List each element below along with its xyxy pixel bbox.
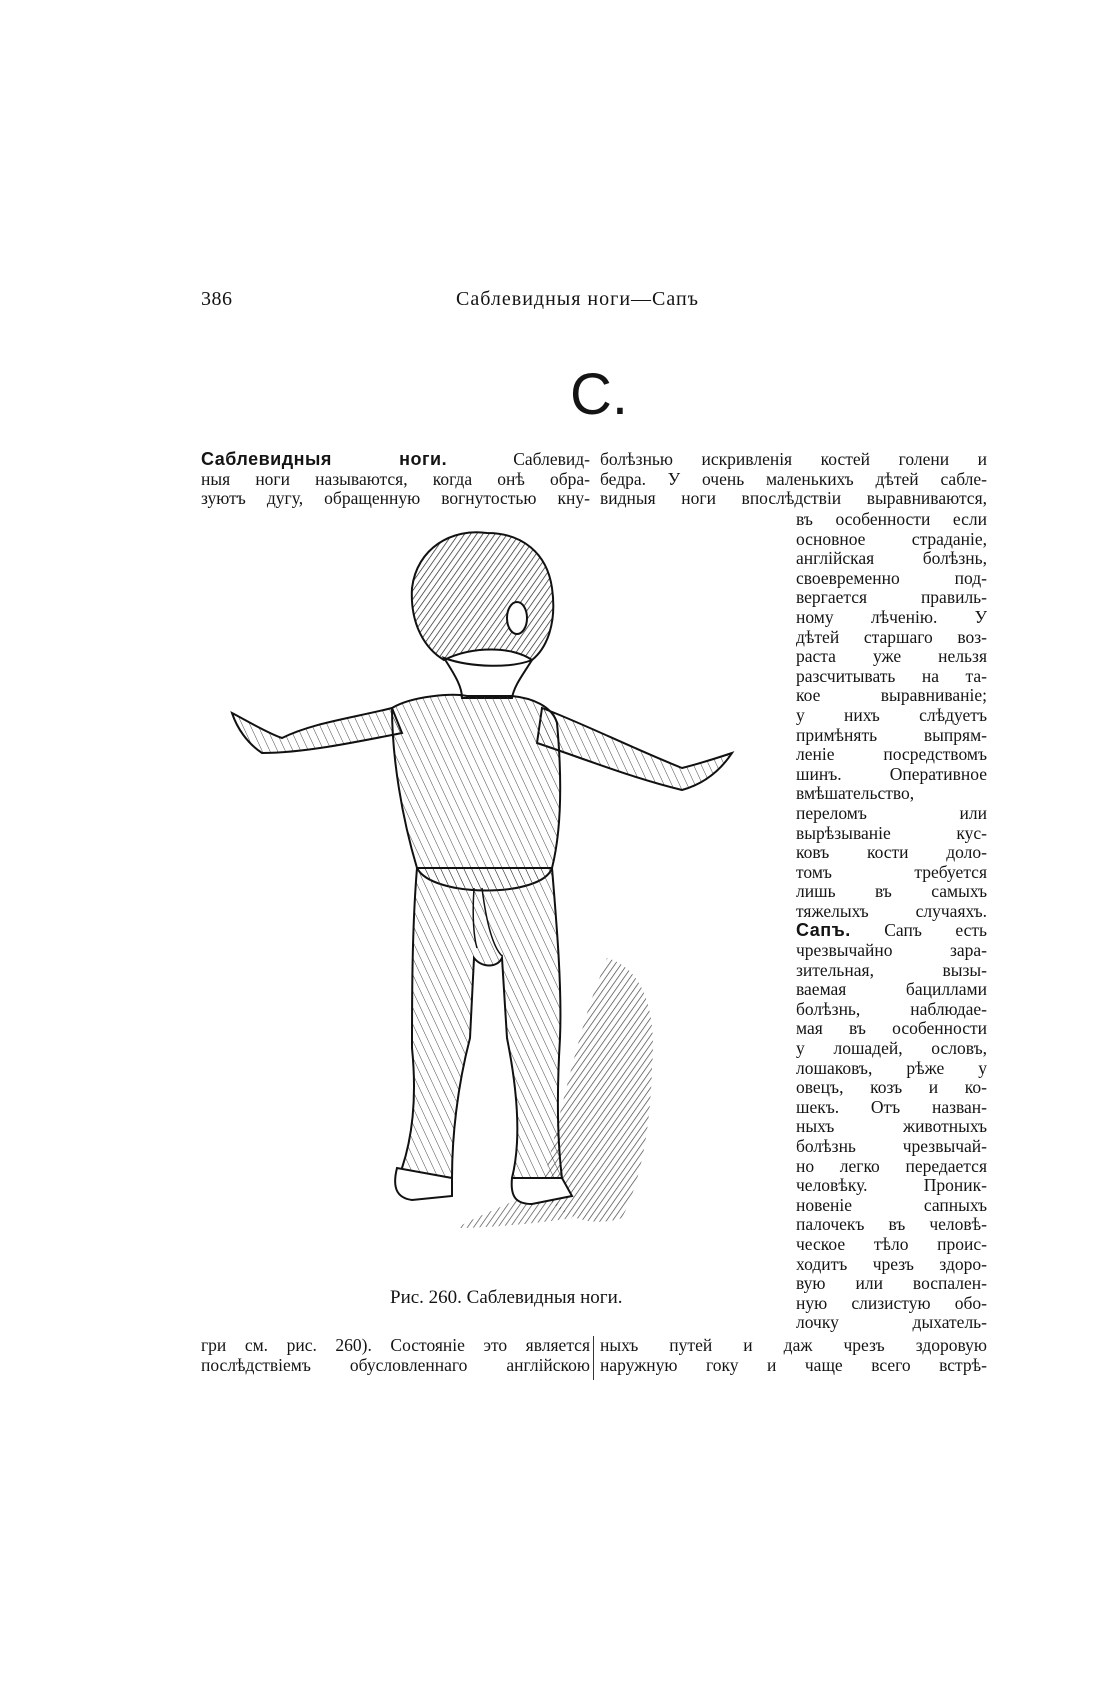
text-line: видныя ноги впослѣдствіи выравниваются,	[600, 489, 987, 509]
text-line: ную слизистую обо-	[796, 1293, 987, 1313]
text-line: вую или воспален-	[796, 1274, 987, 1294]
text-line: въ особенности если	[796, 510, 987, 529]
text-line: англійская болѣзнь,	[796, 549, 987, 569]
text-line: тяжелыхъ случаяхъ.	[796, 901, 987, 921]
text-line: ныя ноги называются, когда онѣ обра-	[201, 469, 590, 489]
right-arm	[537, 708, 732, 790]
text-line: лошаковъ, рѣже у	[796, 1058, 987, 1078]
left-arm	[232, 708, 402, 753]
text-line: Саблевидныя ноги. Саблевид-	[201, 450, 590, 469]
text-line: зительная, вызы-	[796, 960, 987, 980]
text-line: кое выравниваніе;	[796, 686, 987, 706]
text-line: Сапъ. Сапъ есть	[796, 921, 987, 941]
text-line: примѣнять выпрям-	[796, 725, 987, 745]
text-line: ному лѣченію. У	[796, 607, 987, 627]
text-line: новеніе сапныхъ	[796, 1195, 987, 1215]
legs	[402, 868, 562, 1193]
text-line: гри см. рис. 260). Состояніе это является	[201, 1336, 590, 1355]
text-line: переломъ или	[796, 803, 987, 823]
text-line: ваемая бациллами	[796, 980, 987, 1000]
text-line: ныхъ путей и даж чрезъ здоровую	[600, 1336, 987, 1355]
text-line: своевременно под-	[796, 568, 987, 588]
text-line: болѣзнь чрезвычай-	[796, 1137, 987, 1156]
text-line: ходитъ чрезъ здоро-	[796, 1254, 987, 1274]
headword-sablevidnye: Саблевидныя ноги.	[201, 450, 448, 469]
text-line: человѣку. Проник-	[796, 1176, 987, 1196]
text-line: у лошадей, ословъ,	[796, 1039, 987, 1059]
torso	[392, 695, 560, 891]
page-number: 386	[201, 288, 233, 310]
section-letter: С.	[570, 362, 628, 427]
text-line: зуютъ дугу, обращенную вогнутостью кну-	[201, 489, 590, 509]
text-line: основное страданіе,	[796, 529, 987, 549]
text-line: вырѣзываніе кус-	[796, 823, 987, 843]
text-line: болѣзнью искривленія костей голени и	[600, 450, 987, 469]
bottom-left-column	[201, 1336, 590, 1375]
figure-child-illustration	[212, 528, 800, 1278]
text-line: чрезвычайно зара-	[796, 941, 987, 961]
text-line: ческое тѣло проис-	[796, 1234, 987, 1254]
text-line: у нихъ слѣдуетъ	[796, 705, 987, 725]
figure-caption: Рис. 260. Саблевидныя ноги.	[390, 1287, 623, 1308]
text-line: лишь въ самыхъ	[796, 882, 987, 902]
text-line: бедра. У очень маленькихъ дѣтей сабле-	[600, 469, 987, 489]
text-line: шинъ. Оперативное	[796, 764, 987, 784]
text-line: ныхъ животныхъ	[796, 1117, 987, 1137]
text-line: овецъ, козъ и ко-	[796, 1078, 987, 1098]
text-line: томъ требуется	[796, 862, 987, 882]
text-line: мая въ особенности	[796, 1019, 987, 1039]
headword-sap: Сапъ.	[796, 921, 851, 941]
text-line: наружную гоку и чаще всего встрѣ-	[600, 1355, 987, 1375]
bottom-right-column	[600, 1336, 987, 1375]
hair	[412, 532, 553, 660]
running-head: Саблевидныя ноги—Сапъ	[456, 288, 700, 310]
text-line: вмѣшательство,	[796, 784, 915, 804]
column-divider	[593, 1336, 594, 1380]
text-line: раста уже нельзя	[796, 647, 987, 667]
text-line: леніе посредствомъ	[796, 745, 987, 765]
text-line: палочекъ въ человѣ-	[796, 1215, 987, 1235]
text-line: шекъ. Отъ назван-	[796, 1097, 987, 1117]
text-line: вергается правиль-	[796, 588, 987, 608]
narrow-text-column	[796, 510, 987, 1333]
text-line: но легко передается	[796, 1156, 987, 1176]
article-sablevidnye-left	[201, 450, 590, 509]
text-line: болѣзнь, наблюдае-	[796, 999, 987, 1019]
article-sablevidnye-right	[600, 450, 987, 509]
text-line: лочку дыхатель-	[796, 1313, 987, 1333]
text-line: дѣтей старшаго воз-	[796, 627, 987, 647]
text-line: разсчитывать на та-	[796, 666, 987, 686]
text-line: послѣдствіемъ обусловленнаго англійскою	[201, 1355, 590, 1375]
text-line: ковъ кости доло-	[796, 843, 987, 863]
